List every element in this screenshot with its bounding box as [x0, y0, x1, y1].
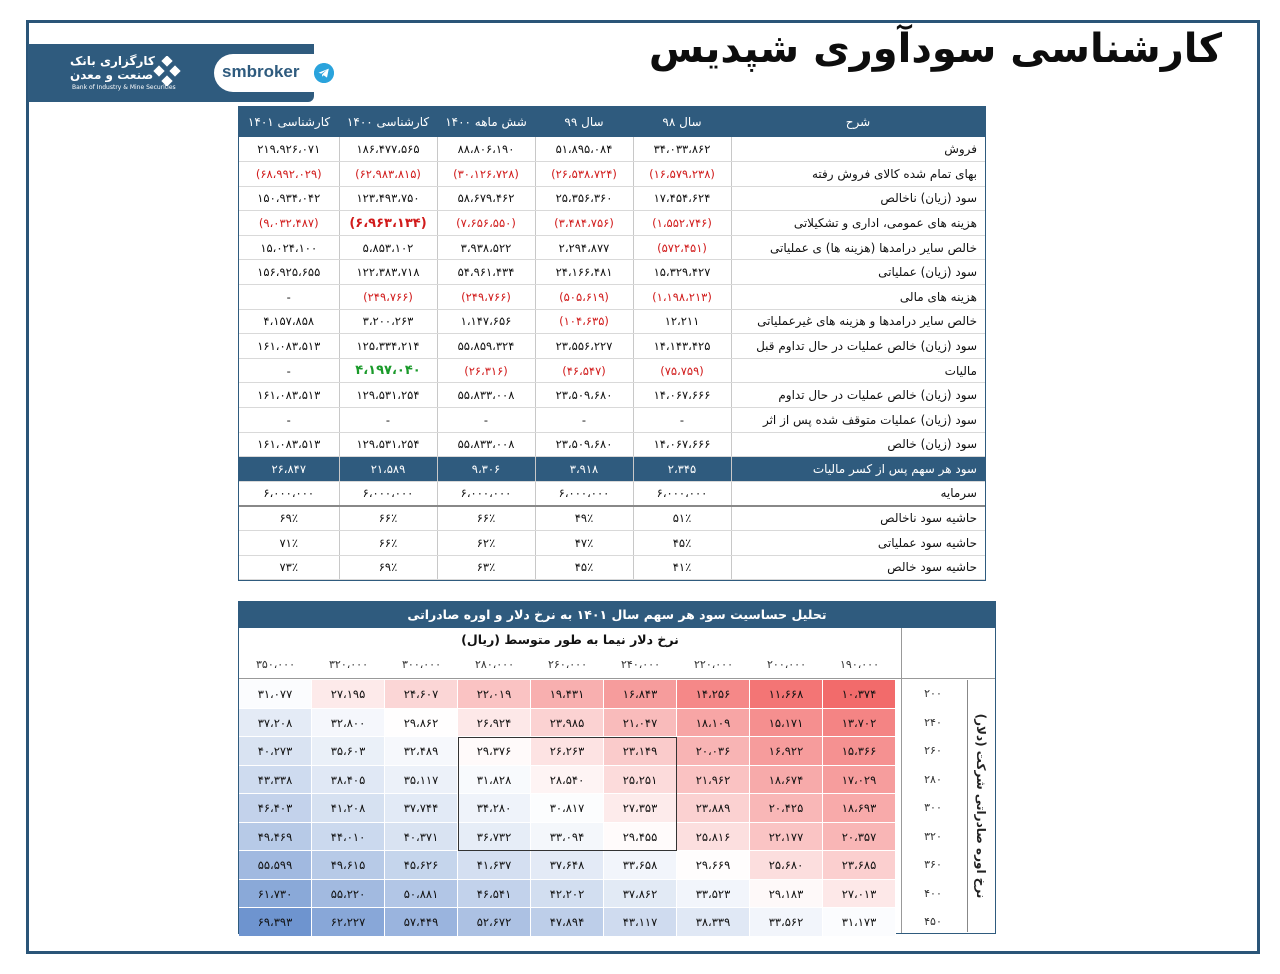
table-cell: ۲،۲۹۴،۸۷۷: [535, 235, 633, 260]
table-cell: ۴۵٪: [535, 555, 633, 580]
table-row: [239, 186, 985, 211]
eps-cell: ۴۱،۲۰۸: [312, 794, 385, 823]
eps-cell: ۳۳،۶۵۸: [604, 851, 677, 880]
eps-cell: ۱۸،۱۰۹: [677, 709, 750, 738]
column-header-period: شش ماهه ۱۴۰۰: [437, 107, 535, 137]
eps-cell: ۴۳،۳۳۸: [239, 766, 312, 795]
sensitivity-analysis-table: [238, 601, 996, 934]
table-cell: ۸۸،۸۰۶،۱۹۰: [437, 137, 535, 162]
eps-cell: ۲۰،۰۳۶: [677, 737, 750, 766]
eps-cell: ۵۰،۸۸۱: [385, 880, 458, 909]
eps-cell: ۲۷،۱۹۵: [312, 680, 385, 709]
telegram-icon: [314, 63, 334, 83]
eps-cell: ۲۰،۳۵۷: [823, 823, 896, 852]
sensitivity-title: تحلیل حساسیت سود هر سهم سال ۱۴۰۱ به نرخ دلار و اوره صادراتی: [239, 602, 995, 628]
eps-cell: ۲۷،۳۵۳: [604, 794, 677, 823]
table-cell: ۴۱٪: [633, 555, 731, 580]
eps-cell: ۱۱،۶۶۸: [750, 680, 823, 709]
table-cell: (۱،۵۵۲،۷۴۶): [633, 211, 731, 236]
table-cell: ۶،۰۰۰،۰۰۰: [633, 481, 731, 506]
table-cell: ۱۲۲،۳۸۳،۷۱۸: [339, 260, 437, 285]
table-cell: (۵۷۲،۴۵۱): [633, 235, 731, 260]
urea-rate-header: ۴۵۰: [924, 915, 942, 928]
table-cell: ۴۷٪: [535, 531, 633, 556]
table-cell: ۱۶۱،۰۸۳،۵۱۳: [239, 383, 339, 408]
table-cell: ۶۳٪: [437, 555, 535, 580]
row-label: فروش: [731, 137, 985, 162]
eps-cell: ۳۶،۷۳۲: [458, 823, 531, 852]
table-cell: -: [339, 408, 437, 433]
table-cell: (۹،۰۳۲،۴۸۷): [239, 211, 339, 236]
urea-rate-axis-label: [967, 680, 993, 932]
table-row: [239, 309, 985, 334]
column-header-description: شرح: [731, 107, 985, 137]
table-cell: (۴۶،۵۴۷): [535, 358, 633, 383]
table-cell: (۲۶،۵۳۸،۷۲۴): [535, 162, 633, 187]
table-cell: ۴۵٪: [633, 531, 731, 556]
table-cell: ۵،۸۵۳،۱۰۲: [339, 235, 437, 260]
eps-cell: ۲۲،۱۷۷: [750, 823, 823, 852]
table-row: [239, 481, 985, 506]
table-cell: (۲۶،۳۱۶): [437, 358, 535, 383]
table-cell: ۵۱٪: [633, 506, 731, 531]
urea-rate-header: ۲۶۰: [924, 744, 942, 757]
table-cell: ۲۶،۸۴۷: [239, 457, 339, 482]
eps-cell: ۳۰،۸۱۷: [531, 794, 604, 823]
table-cell: ۲۴،۱۶۶،۴۸۱: [535, 260, 633, 285]
table-cell: ۶،۰۰۰،۰۰۰: [339, 481, 437, 506]
table-cell: ۵۸،۶۷۹،۴۶۲: [437, 186, 535, 211]
eps-cell: ۳۲،۸۰۰: [312, 709, 385, 738]
eps-cell: ۳۱،۱۷۳: [823, 908, 896, 937]
eps-cell: ۱۴،۲۵۶: [677, 680, 750, 709]
urea-rate-header: ۳۶۰: [924, 858, 942, 871]
row-label: حاشیه سود عملیاتی: [731, 531, 985, 556]
eps-cell: ۵۲،۶۷۲: [458, 908, 531, 937]
row-label: سود (زیان) عملیات متوقف شده پس از اثر: [731, 408, 985, 433]
table-cell: -: [239, 285, 339, 310]
eps-cell: ۴۹،۶۱۵: [312, 851, 385, 880]
eps-cell: ۲۴،۶۰۷: [385, 680, 458, 709]
eps-cell: ۲۳،۸۸۹: [677, 794, 750, 823]
table-cell: ۱،۱۴۷،۶۵۶: [437, 309, 535, 334]
eps-cell: ۳۱،۸۲۸: [458, 766, 531, 795]
dollar-rate-header: ۳۰۰،۰۰۰: [402, 658, 441, 671]
table-cell: ۵۴،۹۶۱،۴۳۴: [437, 260, 535, 285]
table-cell: ۱۵،۳۲۹،۴۲۷: [633, 260, 731, 285]
eps-cell: ۴۶،۵۴۱: [458, 880, 531, 909]
table-row: [239, 358, 985, 383]
eps-cell: ۱۶،۹۲۲: [750, 737, 823, 766]
row-label: سود هر سهم پس از کسر مالیات: [731, 457, 985, 482]
eps-cell: ۲۹،۸۶۲: [385, 709, 458, 738]
table-cell: (۷۵،۷۵۹): [633, 358, 731, 383]
financial-statement-table: [238, 106, 986, 581]
table-cell: ۱۸۶،۴۷۷،۵۶۵: [339, 137, 437, 162]
row-label: هزینه های عمومی، اداری و تشکیلاتی: [731, 211, 985, 236]
eps-cell: ۳۱،۰۷۷: [239, 680, 312, 709]
table-cell: ۱۵۶،۹۲۵،۶۵۵: [239, 260, 339, 285]
table-cell: ۱۵،۰۲۴،۱۰۰: [239, 235, 339, 260]
table-cell: (۶،۹۶۳،۱۳۴): [339, 211, 437, 236]
eps-cell: ۲۵،۸۱۶: [677, 823, 750, 852]
table-cell: ۱۶۱،۰۸۳،۵۱۳: [239, 432, 339, 457]
table-cell: ۱۶۱،۰۸۳،۵۱۳: [239, 334, 339, 359]
broker-logo-line3: Bank of Industry & Mine Securities: [72, 84, 176, 91]
table-cell: (۲۴۹،۷۶۶): [339, 285, 437, 310]
column-header-period: کارشناسی ۱۴۰۰: [339, 107, 437, 137]
eps-cell: ۲۶،۲۶۳: [531, 737, 604, 766]
fin-header-row: [239, 107, 985, 137]
eps-cell: ۲۳،۹۸۵: [531, 709, 604, 738]
table-cell: ۲،۳۴۵: [633, 457, 731, 482]
broker-logo: [34, 50, 210, 96]
eps-cell: ۵۵،۵۹۹: [239, 851, 312, 880]
table-cell: ۲۱۹،۹۲۶،۰۷۱: [239, 137, 339, 162]
eps-cell: ۲۹،۴۵۵: [604, 823, 677, 852]
row-label: سرمایه: [731, 481, 985, 506]
table-cell: ۳،۹۳۸،۵۲۲: [437, 235, 535, 260]
eps-cell: ۲۱،۰۴۷: [604, 709, 677, 738]
table-cell: -: [633, 408, 731, 433]
divider: [901, 628, 902, 933]
table-cell: -: [437, 408, 535, 433]
table-cell: ۴،۱۵۷،۸۵۸: [239, 309, 339, 334]
urea-rate-axis-text: نرخ اوره صادراتی شرکت (دلار): [973, 713, 988, 899]
table-cell: ۲۱،۵۸۹: [339, 457, 437, 482]
table-row: [239, 531, 985, 556]
row-label: خالص سایر درامدها و هزینه های غیرعملیاتی: [731, 309, 985, 334]
table-cell: ۱۲۳،۴۹۳،۷۵۰: [339, 186, 437, 211]
urea-rate-header: ۳۰۰: [924, 801, 942, 814]
eps-cell: ۲۳،۶۸۵: [823, 851, 896, 880]
table-cell: ۴،۱۹۷،۰۴۰: [339, 358, 437, 383]
table-row: [239, 211, 985, 236]
table-cell: ۶۶٪: [339, 531, 437, 556]
table-row: [239, 457, 985, 482]
table-cell: ۲۵،۳۵۶،۳۶۰: [535, 186, 633, 211]
eps-cell: ۴۷،۸۹۴: [531, 908, 604, 937]
eps-cell: ۴۲،۲۰۲: [531, 880, 604, 909]
dollar-rate-header: ۲۴۰،۰۰۰: [621, 658, 660, 671]
eps-cell: ۲۵،۶۸۰: [750, 851, 823, 880]
eps-cell: ۳۷،۲۰۸: [239, 709, 312, 738]
column-header-period: سال ۹۹: [535, 107, 633, 137]
table-cell: (۷،۶۵۶،۵۵۰): [437, 211, 535, 236]
table-cell: ۱۲،۲۱۱: [633, 309, 731, 334]
broker-logo-line2: صنعت و معدن: [70, 68, 154, 82]
eps-cell: ۳۴،۲۸۰: [458, 794, 531, 823]
table-cell: (۳۰،۱۲۶،۷۲۸): [437, 162, 535, 187]
urea-rate-header: ۲۴۰: [924, 715, 942, 729]
table-cell: ۷۳٪: [239, 555, 339, 580]
dollar-rate-header: ۲۸۰،۰۰۰: [475, 658, 514, 671]
row-label: مالیات: [731, 358, 985, 383]
eps-cell: ۵۵،۲۲۰: [312, 880, 385, 909]
eps-cell: ۲۹،۱۸۳: [750, 880, 823, 909]
eps-cell: ۱۰،۳۷۴: [823, 680, 896, 709]
table-cell: ۵۱،۸۹۵،۰۸۴: [535, 137, 633, 162]
table-cell: ۵۵،۸۳۳،۰۰۸: [437, 383, 535, 408]
table-cell: ۶،۰۰۰،۰۰۰: [239, 481, 339, 506]
dollar-rate-header: ۱۹۰،۰۰۰: [840, 658, 879, 671]
row-label: سود (زیان) ناخالص: [731, 186, 985, 211]
table-row: [239, 555, 985, 580]
eps-cell: ۴۵،۶۲۶: [385, 851, 458, 880]
table-row: [239, 162, 985, 187]
dollar-rate-header: ۳۵۰،۰۰۰: [256, 658, 295, 671]
table-cell: ۶۹٪: [239, 506, 339, 531]
row-label: حاشیه سود خالص: [731, 555, 985, 580]
table-cell: (۶۲،۹۸۳،۸۱۵): [339, 162, 437, 187]
column-header-period: کارشناسی ۱۴۰۱: [239, 107, 339, 137]
eps-cell: ۲۸،۵۴۰: [531, 766, 604, 795]
urea-rate-header: ۳۲۰: [924, 829, 942, 843]
urea-rate-header: ۲۸۰: [924, 772, 942, 786]
table-row: [239, 137, 985, 162]
table-cell: ۱۷،۴۵۴،۶۲۴: [633, 186, 731, 211]
table-cell: ۵۵،۸۳۳،۰۰۸: [437, 432, 535, 457]
eps-cell: ۴۹،۴۶۹: [239, 823, 312, 852]
table-cell: -: [239, 358, 339, 383]
dollar-rate-header: ۲۶۰،۰۰۰: [548, 658, 587, 671]
table-cell: ۱۴،۰۶۷،۶۶۶: [633, 432, 731, 457]
table-cell: ۳،۲۰۰،۲۶۳: [339, 309, 437, 334]
dollar-rate-header: ۳۲۰،۰۰۰: [329, 658, 368, 671]
table-cell: ۶،۰۰۰،۰۰۰: [535, 481, 633, 506]
eps-cell: ۲۶،۹۲۴: [458, 709, 531, 738]
table-cell: ۵۵،۸۵۹،۳۲۴: [437, 334, 535, 359]
eps-cell: ۲۲،۰۱۹: [458, 680, 531, 709]
eps-cell: ۵۷،۴۴۹: [385, 908, 458, 937]
eps-cell: ۱۵،۱۷۱: [750, 709, 823, 738]
page-title: کارشناسی سودآوری شپدیس: [648, 26, 1222, 72]
eps-cell: ۱۶،۸۴۳: [604, 680, 677, 709]
eps-cell: ۳۲،۴۸۹: [385, 737, 458, 766]
table-row: [239, 260, 985, 285]
eps-cell: ۳۷،۶۴۸: [531, 851, 604, 880]
eps-cell: ۱۳،۷۰۲: [823, 709, 896, 738]
eps-cell: ۳۷،۸۶۲: [604, 880, 677, 909]
row-label: هزینه های مالی: [731, 285, 985, 310]
eps-cell: ۱۹،۴۳۱: [531, 680, 604, 709]
eps-cell: ۳۸،۳۳۹: [677, 908, 750, 937]
broker-logo-icon: [152, 56, 182, 86]
eps-cell: ۶۱،۷۳۰: [239, 880, 312, 909]
table-row: [239, 334, 985, 359]
table-row: [239, 383, 985, 408]
table-cell: ۳،۹۱۸: [535, 457, 633, 482]
eps-cell: ۴۶،۴۰۳: [239, 794, 312, 823]
table-cell: (۳،۴۸۴،۷۵۶): [535, 211, 633, 236]
table-cell: ۱۴،۰۶۷،۶۶۶: [633, 383, 731, 408]
eps-cell: ۲۹،۶۶۹: [677, 851, 750, 880]
eps-cell: ۳۵،۶۰۳: [312, 737, 385, 766]
table-cell: ۱۲۵،۳۳۴،۲۱۴: [339, 334, 437, 359]
eps-cell: ۴۱،۶۳۷: [458, 851, 531, 880]
row-label: سود (زیان) خالص عملیات در حال تداوم: [731, 383, 985, 408]
eps-cell: ۱۷،۰۲۹: [823, 766, 896, 795]
broker-logo-line1: کارگزاری بانک: [70, 54, 155, 68]
table-cell: ۶،۰۰۰،۰۰۰: [437, 481, 535, 506]
eps-cell: ۳۳،۵۲۳: [677, 880, 750, 909]
table-cell: ۶۶٪: [437, 506, 535, 531]
eps-cell: ۲۵،۲۵۱: [604, 766, 677, 795]
eps-cell: ۴۰،۳۷۱: [385, 823, 458, 852]
table-cell: (۱،۱۹۸،۲۱۳): [633, 285, 731, 310]
eps-cell: ۳۳،۵۶۲: [750, 908, 823, 937]
brand-banner: [28, 44, 314, 102]
table-row: [239, 235, 985, 260]
table-cell: -: [239, 408, 339, 433]
dollar-rate-axis-label: نرخ دلار نیما به طور متوسط (ریال): [461, 632, 679, 647]
eps-cell: ۴۰،۲۷۳: [239, 737, 312, 766]
table-cell: ۱۲۹،۵۳۱،۲۵۴: [339, 432, 437, 457]
table-row: [239, 506, 985, 531]
row-label: حاشیه سود ناخالص: [731, 506, 985, 531]
eps-cell: ۲۷،۰۱۳: [823, 880, 896, 909]
table-cell: ۳۴،۰۳۳،۸۶۲: [633, 137, 731, 162]
eps-cell: ۲۳،۱۴۹: [604, 737, 677, 766]
dollar-rate-header-row: [239, 652, 901, 680]
dollar-rate-header: ۲۰۰،۰۰۰: [767, 658, 806, 671]
table-cell: (۶۸،۹۹۲،۰۲۹): [239, 162, 339, 187]
table-cell: ۱۵۰،۹۳۴،۰۴۲: [239, 186, 339, 211]
eps-cell: ۱۸،۶۹۳: [823, 794, 896, 823]
urea-rate-header: ۲۰۰: [924, 687, 942, 700]
row-label: بهای تمام شده کالای فروش رفته: [731, 162, 985, 187]
row-label: سود (زیان) عملیاتی: [731, 260, 985, 285]
column-header-period: سال ۹۸: [633, 107, 731, 137]
table-cell: (۲۴۹،۷۶۶): [437, 285, 535, 310]
table-cell: ۴۹٪: [535, 506, 633, 531]
table-row: [239, 432, 985, 457]
table-cell: ۷۱٪: [239, 531, 339, 556]
eps-cell: ۱۸،۶۷۴: [750, 766, 823, 795]
urea-rate-header: ۴۰۰: [924, 886, 942, 900]
row-label: سود (زیان) خالص عملیات در حال تداوم قبل: [731, 334, 985, 359]
eps-cell: ۱۵،۳۶۶: [823, 737, 896, 766]
eps-cell: ۳۵،۱۱۷: [385, 766, 458, 795]
table-cell: (۵۰۵،۶۱۹): [535, 285, 633, 310]
table-cell: ۹،۳۰۶: [437, 457, 535, 482]
table-cell: ۱۴،۱۴۳،۴۲۵: [633, 334, 731, 359]
eps-cell: ۶۹،۳۹۳: [239, 908, 312, 937]
channel-name: smbroker: [222, 62, 300, 81]
eps-cell: ۳۳،۰۹۴: [531, 823, 604, 852]
table-cell: ۶۲٪: [437, 531, 535, 556]
table-row: [239, 408, 985, 433]
table-cell: ۱۲۹،۵۳۱،۲۵۴: [339, 383, 437, 408]
table-cell: ۶۹٪: [339, 555, 437, 580]
eps-cell: ۴۳،۱۱۷: [604, 908, 677, 937]
table-row: [239, 285, 985, 310]
table-cell: (۱۶،۵۷۹،۲۳۸): [633, 162, 731, 187]
row-label: خالص سایر درامدها (هزینه ها) ی عملیاتی: [731, 235, 985, 260]
eps-cell: ۳۸،۴۰۵: [312, 766, 385, 795]
telegram-channel-link[interactable]: [214, 54, 340, 92]
eps-cell: ۲۹،۳۷۶: [458, 737, 531, 766]
table-cell: -: [535, 408, 633, 433]
row-label: سود (زیان) خالص: [731, 432, 985, 457]
eps-cell: ۳۷،۷۴۴: [385, 794, 458, 823]
dollar-rate-header: ۲۲۰،۰۰۰: [694, 658, 733, 671]
eps-cell: ۲۱،۹۶۲: [677, 766, 750, 795]
table-cell: ۶۶٪: [339, 506, 437, 531]
table-cell: (۱۰۴،۶۳۵): [535, 309, 633, 334]
table-cell: ۲۳،۵۰۹،۶۸۰: [535, 383, 633, 408]
eps-cell: ۶۲،۲۲۷: [312, 908, 385, 937]
eps-cell: ۴۴،۰۱۰: [312, 823, 385, 852]
table-cell: ۲۳،۵۵۶،۲۲۷: [535, 334, 633, 359]
eps-cell: ۲۰،۴۲۵: [750, 794, 823, 823]
table-cell: ۲۳،۵۰۹،۶۸۰: [535, 432, 633, 457]
